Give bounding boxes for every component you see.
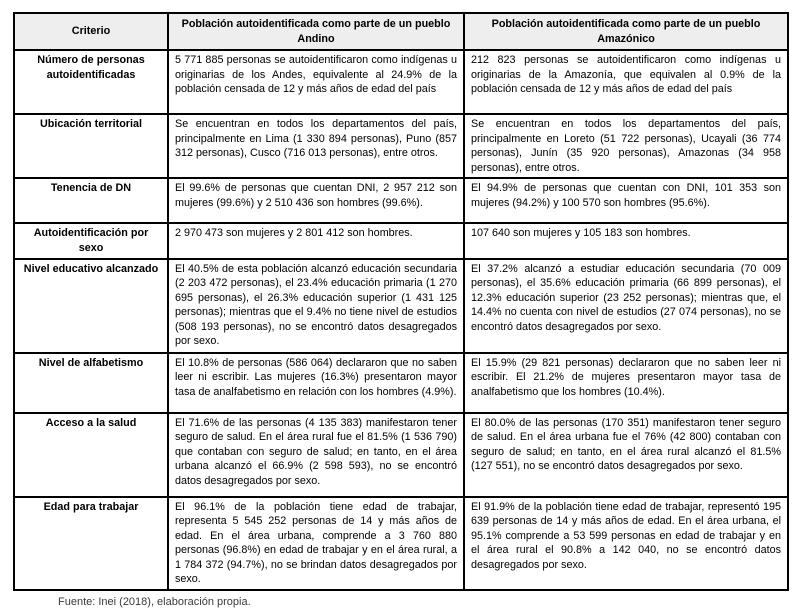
source-note: Fuente: Inei (2018), elaboración propia. [58,595,251,608]
criterio-cell: Acceso a la salud [14,413,168,497]
andino-cell: El 71.6% de las personas (4 135 383) manifestaron tener seguro de salud. En el área rural fue el 81.5% (1 536 790) que contaban con seguro de salud; en tanto, en el área urbana alcanzó el 66.9% (2 598 593), no se encontró datos desagregados por sexo. [168,413,464,497]
criterio-cell: Tenencia de DN [14,178,168,223]
table-row [14,259,788,353]
andino-cell: El 96.1% de la población tiene edad de trabajar, representa 5 545 252 personas de 14 y más años de edad. En el área urbana, comprende a 3 760 880 personas (96.8%) en edad de trabajar y en el área rural, a 1 784 372 (94.7%), no se brindan datos desagregados por sexo. [168,497,464,590]
andino-cell: El 99.6% de personas que cuentan DNI, 2 957 212 son mujeres (99.6%) y 2 510 436 son hombres (99.6%). [168,178,464,223]
header-row [14,13,788,50]
table-row [14,223,788,258]
criterio-cell: Nivel educativo alcanzado [14,259,168,353]
table-row [14,353,788,413]
amazonico-cell: El 91.9% de la población tiene edad de trabajar, representó 195 639 personas de 14 y más años de edad. En el área urbana, el 95.1% comprende a 53 599 personas en edad de trabajar y en el área rural el 90.8% a 142 040, no se encontró datos desagregados por sexo. [464,497,788,590]
amazonico-cell: El 15.9% (29 821 personas) declararon que no saben leer ni escribir. El 21.2% de mujeres presentaron mayor tasa de analfabetismo que los hombres (10.4%). [464,353,788,413]
criterio-cell: Nivel de alfabetismo [14,353,168,413]
criterio-cell: Ubicación territorial [14,114,168,178]
criterio-cell: Autoidentificación por sexo [14,223,168,258]
criterio-cell: Edad para trabajar [14,497,168,590]
amazonico-cell: El 37.2% alcanzó a estudiar educación secundaria (70 009 personas), el 35.6% educación primaria (66 899 personas), el 12.3% educación superior (23 252 personas); mientras que, el 14.4% no cuenta con nivel de estudios (27 074 personas), no se encontró datos desagregados por sexo. [464,259,788,353]
andino-cell: 5 771 885 personas se autoidentificaron como indígenas u originarias de los Andes, equivalente al 24.9% de la población censada de 12 y más años de edad del país [168,50,464,114]
andino-cell: Se encuentran en todos los departamentos del país, principalmente en Lima (1 330 894 personas), Puno (857 312 personas), Cusco (716 013 personas), entre otros. [168,114,464,178]
amazonico-cell: 107 640 son mujeres y 105 183 son hombres. [464,223,788,258]
amazonico-cell: El 94.9% de personas que cuentan con DNI, 101 353 son mujeres (94.2%) y 100 570 son hombres (95.6%). [464,178,788,223]
table-row [14,114,788,178]
table-row [14,413,788,497]
comparison-table [13,12,789,591]
table-row [14,178,788,223]
criterio-cell: Número de personas autoidentificadas [14,50,168,114]
andino-cell: 2 970 473 son mujeres y 2 801 412 son hombres. [168,223,464,258]
column-header-criterio: Criterio [14,13,168,50]
andino-cell: El 40.5% de esta población alcanzó educación secundaria (2 203 472 personas), el 23.4% educación primaria (1 270 695 personas), el 26.3% educación superior (1 431 125 personas); mientras que el 9.4% no tiene nivel de estudios (508 193 personas), no se encontró datos desagregados por sexo. [168,259,464,353]
andino-cell: El 10.8% de personas (586 064) declararon que no saben leer ni escribir. Las mujeres (16.3%) presentaron mayor tasa de analfabetismo en relación con los hombres (4.9%). [168,353,464,413]
column-header-andino: Población autoidentificada como parte de un pueblo Andino [168,13,464,50]
table-row [14,497,788,590]
amazonico-cell: El 80.0% de las personas (170 351) manifestaron tener seguro de salud. En el área urbana fue el 76% (42 800) contaban con seguro de salud; en tanto, en el área rural alcanzó el 81.5% (127 551), no se encontró datos desagregados por sexo. [464,413,788,497]
table-row [14,50,788,114]
column-header-amazonico: Población autoidentificada como parte de un pueblo Amazónico [464,13,788,50]
amazonico-cell: 212 823 personas se autoidentificaron como indígenas u originarias de la Amazonía, que equivalen al 0.9% de la población censada de 12 y más años de edad del país [464,50,788,114]
amazonico-cell: Se encuentran en todos los departamentos del país, principalmente en Loreto (51 722 personas), Ucayali (36 774 personas), Junín (35 920 personas), Amazonas (34 958 personas), entre otros. [464,114,788,178]
